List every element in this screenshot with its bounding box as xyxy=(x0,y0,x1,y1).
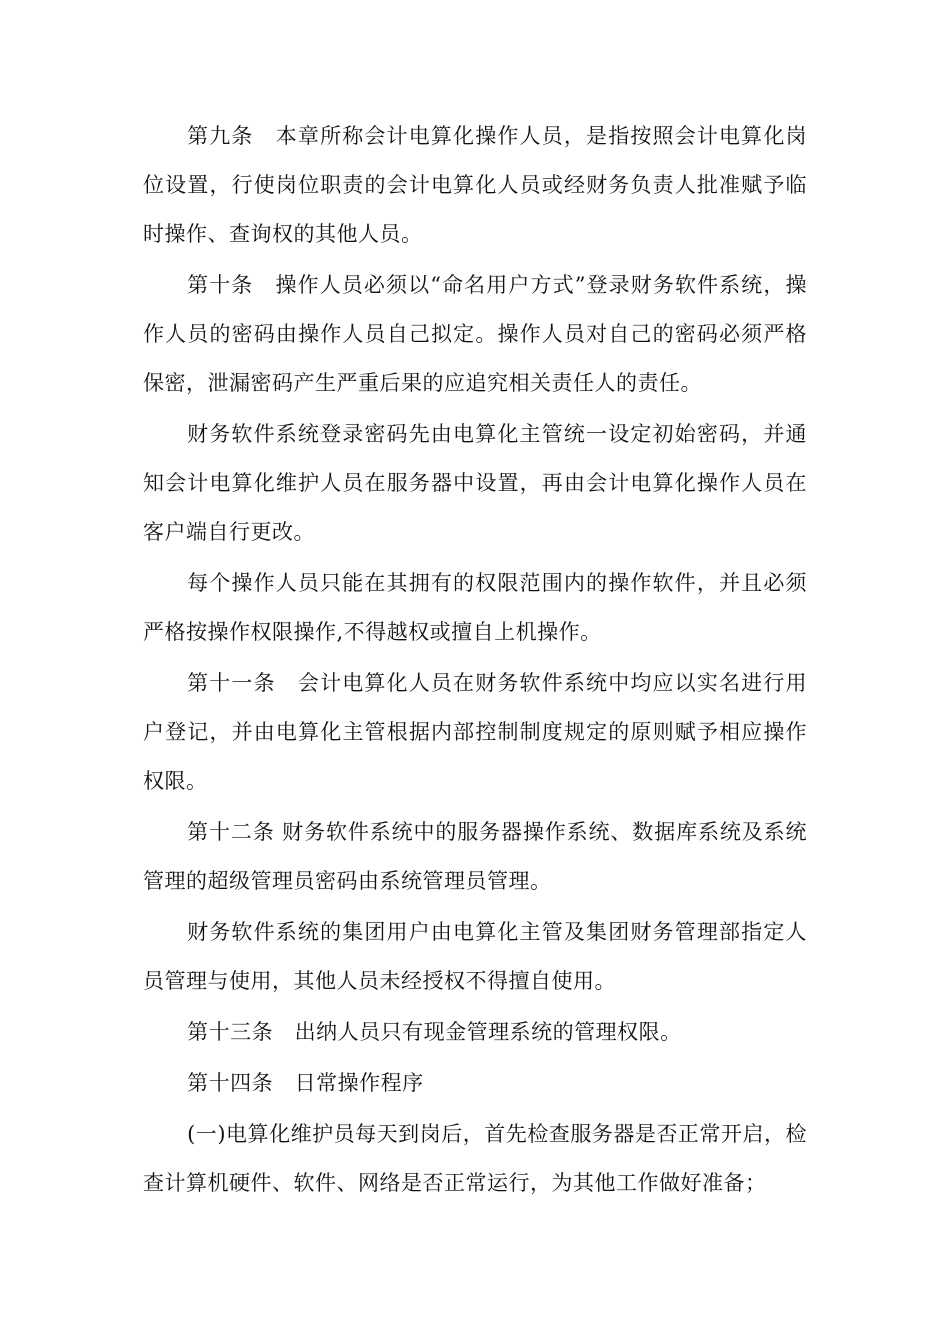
document-page xyxy=(143,112,807,1208)
paragraph-item-1: (一)电算化维护员每天到岗后，首先检查服务器是否正常开启，检查计算机硬件、软件、网络是否正常运行，为其他工作做好准备； xyxy=(143,1122,807,1195)
paragraph-article-9: 第九条 本章所称会计电算化操作人员，是指按照会计电算化岗位设置，行使岗位职责的会计电算化人员或经财务负责人批准赋予临时操作、查询权的其他人员。 xyxy=(143,124,807,246)
paragraph-operator-permissions: 每个操作人员只能在其拥有的权限范围内的操作软件，并且必须严格按操作权限操作,不得越权或擅自上机操作。 xyxy=(143,571,807,644)
paragraph-article-13: 第十三条 出纳人员只有现金管理系统的管理权限。 xyxy=(187,1020,682,1044)
paragraph-article-14: 第十四条 日常操作程序 xyxy=(187,1071,424,1095)
paragraph-article-12: 第十二条 财务软件系统中的服务器操作系统、数据库系统及系统管理的超级管理员密码由系统管理员管理。 xyxy=(143,820,807,893)
paragraph-group-users: 财务软件系统的集团用户由电算化主管及集团财务管理部指定人员管理与使用，其他人员未经授权不得擅自使用。 xyxy=(143,920,807,993)
paragraph-login-password: 财务软件系统登录密码先由电算化主管统一设定初始密码，并通知会计电算化维护人员在服务器中设置，再由会计电算化操作人员在客户端自行更改。 xyxy=(143,422,807,544)
paragraph-article-11: 第十一条 会计电算化人员在财务软件系统中均应以实名进行用户登记，并由电算化主管根据内部控制制度规定的原则赋予相应操作权限。 xyxy=(143,671,807,793)
paragraph-article-10: 第十条 操作人员必须以“命名用户方式”登录财务软件系统，操作人员的密码由操作人员自己拟定。操作人员对自己的密码必须严格保密，泄漏密码产生严重后果的应追究相关责任人的责任。 xyxy=(143,273,807,395)
